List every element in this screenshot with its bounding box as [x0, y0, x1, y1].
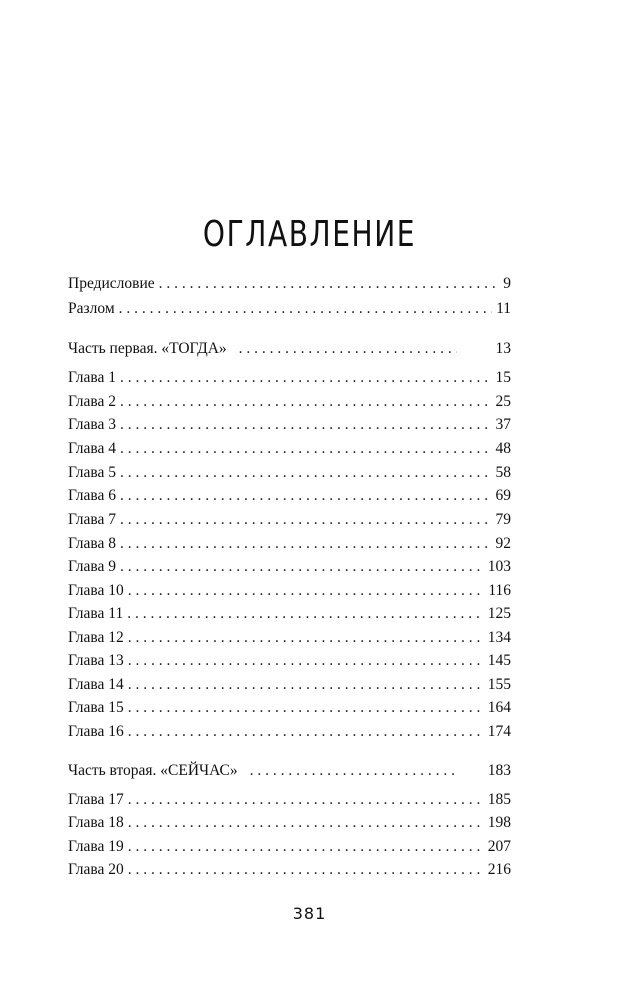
toc-entry-page: 116 — [488, 582, 511, 599]
toc-entry-label: Глава 6 — [68, 487, 117, 504]
toc-entry-chapter-5[interactable] — [68, 462, 511, 484]
toc-entry-chapter-10[interactable] — [68, 580, 511, 602]
toc-entry-chapter-18[interactable] — [68, 812, 511, 834]
dot-leader — [128, 812, 484, 834]
toc-entry-chapter-19[interactable] — [68, 836, 511, 858]
toc-entry-chapter-2[interactable] — [68, 391, 511, 413]
toc-entry-page: 216 — [487, 861, 511, 878]
toc-entry-label: Предисловие — [68, 275, 155, 292]
toc-entry-page: 48 — [495, 440, 511, 457]
toc-entry-page: 37 — [495, 416, 511, 433]
toc-entry-page: 69 — [495, 487, 511, 504]
toc-entry-label: Глава 7 — [68, 511, 117, 528]
toc-entry-label: Глава 18 — [68, 814, 124, 831]
toc-entry-chapter-3[interactable] — [68, 414, 511, 436]
toc-entry-label: Глава 16 — [68, 723, 124, 740]
toc-entry-label: Глава 1 — [68, 369, 117, 386]
page-number: 381 — [292, 904, 327, 923]
toc-entry-chapter-16[interactable] — [68, 721, 511, 743]
toc-entry-label: Глава 2 — [68, 393, 117, 410]
toc-entry-label: Часть вторая. «СЕЙЧАС» — [68, 762, 238, 779]
toc-entry-page: 92 — [495, 535, 511, 552]
toc-entry-label: Глава 17 — [68, 791, 124, 808]
toc-entry-page: 145 — [487, 652, 511, 669]
toc-entry-page: 185 — [487, 791, 511, 808]
toc-entry-chapter-8[interactable] — [68, 533, 511, 555]
toc-entry-chapter-17[interactable] — [68, 789, 511, 811]
toc-entry-label: Глава 8 — [68, 535, 117, 552]
dot-leader — [250, 760, 457, 782]
dot-leader — [128, 836, 484, 858]
toc-entry-page: 25 — [495, 393, 511, 410]
toc-entry-page: 11 — [496, 300, 511, 317]
toc-entry-label: Глава 15 — [68, 699, 124, 716]
toc-entry-page: 155 — [487, 676, 511, 693]
toc-entry-page: 9 — [503, 275, 511, 292]
page-title: ОГЛАВЛЕНИЕ — [202, 214, 417, 255]
dot-leader — [128, 697, 484, 719]
toc-entry-label: Глава 4 — [68, 440, 117, 457]
toc-entry-page: 13 — [495, 340, 511, 357]
toc-entry-page: 207 — [487, 838, 511, 855]
toc-entry-label: Глава 12 — [68, 629, 124, 646]
dot-leader — [120, 509, 491, 531]
dot-leader — [127, 603, 484, 625]
toc-entry-label: Глава 11 — [68, 605, 124, 622]
toc-entry-page: 58 — [495, 464, 511, 481]
toc-entry-part-two[interactable] — [68, 760, 511, 782]
dot-leader — [128, 789, 484, 811]
toc-entry-chapter-9[interactable] — [68, 556, 511, 578]
toc-entry-part-one[interactable] — [68, 338, 511, 360]
toc-entry-chapter-4[interactable] — [68, 438, 511, 460]
toc-entry-label: Глава 3 — [68, 416, 117, 433]
toc-entry-chapter-12[interactable] — [68, 627, 511, 649]
dot-leader — [120, 485, 491, 507]
toc-entry-page: 103 — [487, 558, 511, 575]
toc-entry-page: 198 — [487, 814, 511, 831]
dot-leader — [239, 338, 457, 360]
toc-entry-label: Глава 20 — [68, 861, 124, 878]
toc-entry-label: Глава 14 — [68, 676, 124, 693]
dot-leader — [159, 273, 500, 295]
toc-entry-chapter-7[interactable] — [68, 509, 511, 531]
toc-entry-page: 79 — [495, 511, 511, 528]
toc-entry-label: Глава 9 — [68, 558, 117, 575]
toc-entry-page: 125 — [487, 605, 511, 622]
toc-entry-label: Глава 10 — [68, 582, 124, 599]
toc-entry-page: 174 — [487, 723, 511, 740]
dot-leader — [128, 859, 484, 881]
toc-entry-page: 164 — [487, 699, 511, 716]
dot-leader — [120, 391, 491, 413]
dot-leader — [120, 556, 484, 578]
dot-leader — [128, 580, 485, 602]
toc-entry-page: 183 — [487, 762, 511, 779]
toc-entry-label: Глава 19 — [68, 838, 124, 855]
dot-leader — [120, 533, 491, 555]
toc-entry-chapter-6[interactable] — [68, 485, 511, 507]
toc-entry-label: Глава 5 — [68, 464, 117, 481]
dot-leader — [119, 298, 492, 320]
dot-leader — [128, 721, 484, 743]
toc-entry-label: Часть первая. «ТОГДА» — [68, 340, 227, 357]
dot-leader — [120, 438, 491, 460]
toc-entry-chapter-13[interactable] — [68, 650, 511, 672]
dot-leader — [120, 367, 491, 389]
toc-entry-page: 134 — [487, 629, 511, 646]
dot-leader — [128, 674, 484, 696]
dot-leader — [128, 627, 484, 649]
toc-entry-chapter-1[interactable] — [68, 367, 511, 389]
toc-entry-chapter-14[interactable] — [68, 674, 511, 696]
dot-leader — [128, 650, 484, 672]
toc-entry-label: Разлом — [68, 300, 115, 317]
toc-entry-preface[interactable] — [68, 273, 511, 295]
toc-entry-page: 15 — [495, 369, 511, 386]
toc-entry-chapter-15[interactable] — [68, 697, 511, 719]
toc-entry-razlom[interactable] — [68, 298, 511, 320]
toc-entry-label: Глава 13 — [68, 652, 124, 669]
toc-entry-chapter-11[interactable] — [68, 603, 511, 625]
dot-leader — [120, 414, 491, 436]
toc-entry-chapter-20[interactable] — [68, 859, 511, 881]
dot-leader — [120, 462, 491, 484]
